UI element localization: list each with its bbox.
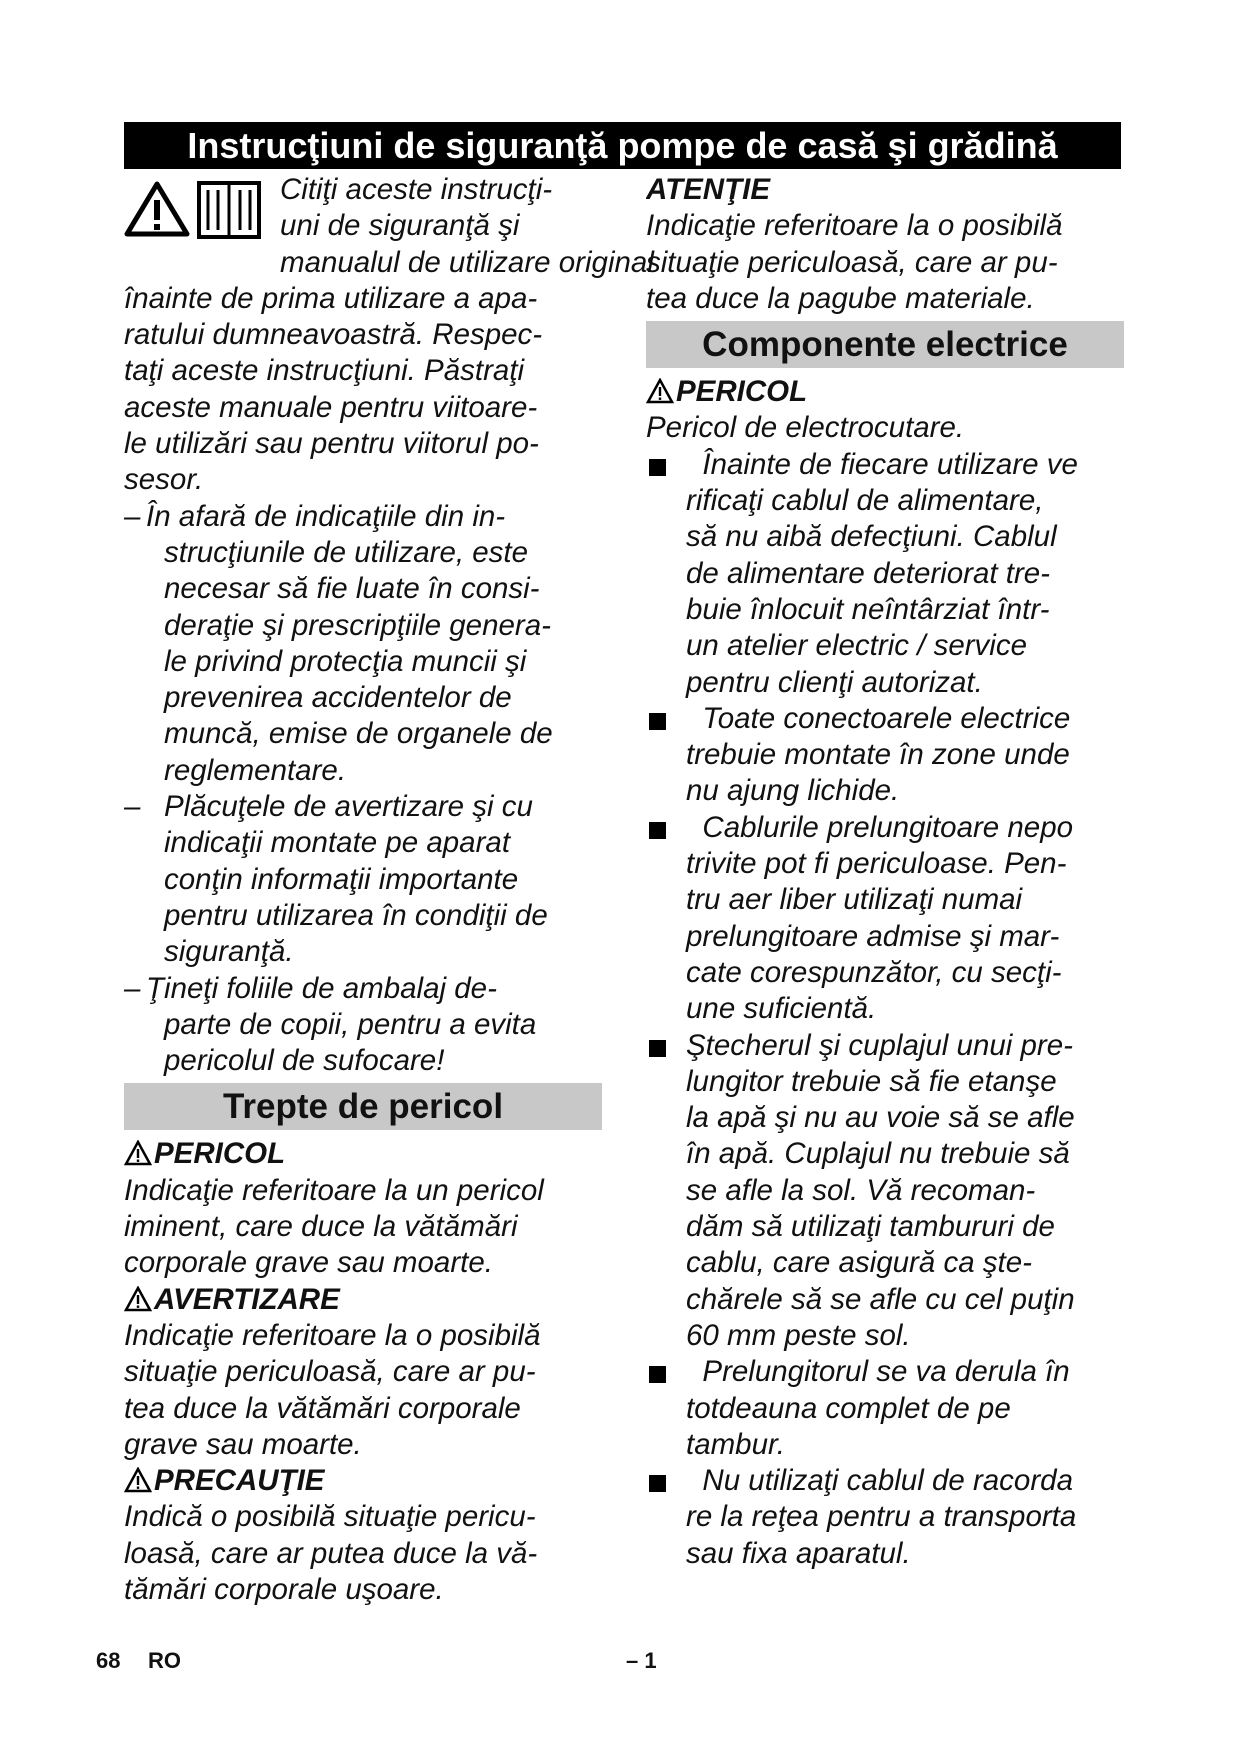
attention-block [646, 172, 1124, 317]
dash-line: pericolul de sufocare! [164, 1044, 445, 1078]
hazard-level-caution [124, 1463, 602, 1608]
intro-line: aceste manuale pentru viitoare- [124, 390, 538, 424]
bullet-line: Toate conectoarele electrice [686, 701, 1071, 735]
list-item [646, 1463, 1124, 1572]
bullet-line: chărele să se afle cu cel puţin [686, 1282, 1075, 1316]
bullet-line: une suficientă. [686, 992, 877, 1026]
list-item [646, 447, 1124, 701]
square-bullet-icon [649, 822, 666, 839]
dash-line: le privind protecţia muncii şi [164, 644, 527, 678]
bullet-line: Ştecherul şi cuplajul unui pre- [686, 1028, 1073, 1062]
dash-marker: – [124, 971, 141, 1005]
bullet-line: tambur. [686, 1427, 785, 1461]
hazard-level-warning [124, 1282, 602, 1463]
bullet-line: Prelungitorul se va derula în [686, 1355, 1070, 1389]
hazard-line: Indică o posibilă situaţie pericu- [124, 1500, 536, 1534]
hazard-line: Indicaţie referitoare la un pericol [124, 1173, 544, 1207]
bullet-line: tru aer liber utilizaţi numai [686, 883, 1023, 917]
attention-title: ATENŢIE [646, 173, 771, 206]
dash-line: În afară de indicaţiile din in- [146, 499, 506, 533]
intro-block [124, 172, 654, 499]
list-item [646, 810, 1124, 1028]
bullet-line: lungitor trebuie să fie etanşe [686, 1064, 1057, 1098]
bullet-line: Cablurile prelungitoare nepo [686, 810, 1074, 844]
attention-line: situaţie periculoasă, care ar pu- [646, 245, 1058, 279]
right-column [646, 172, 1124, 1572]
intro-line: manualul de utilizare original [280, 245, 654, 279]
warning-triangle-icon [124, 180, 190, 238]
square-bullet-icon [649, 1366, 666, 1383]
hazard-line: Indicaţie referitoare la o posibilă [124, 1318, 541, 1352]
bullet-line: de alimentare deteriorat tre- [686, 556, 1051, 590]
hazard-levels-heading: Trepte de pericol [124, 1083, 602, 1130]
dash-item [124, 499, 602, 789]
dash-line: siguranţă. [164, 935, 294, 969]
hazard-line: tămări corporale uşoare. [124, 1572, 444, 1606]
list-item [646, 701, 1124, 810]
manual-book-icon [196, 180, 262, 240]
bullet-line: în apă. Cuplajul nu trebuie să [686, 1137, 1070, 1171]
left-column [124, 172, 654, 1608]
dash-item [124, 971, 602, 1080]
intro-line: înainte de prima utilizare a apa- [124, 281, 538, 315]
square-bullet-icon [649, 713, 666, 730]
page-number: 68 [96, 1648, 121, 1673]
dash-line: prevenirea accidentelor de [164, 681, 512, 715]
intro-line: taţi aceste instrucţiuni. Păstraţi [124, 354, 525, 388]
square-bullet-icon [649, 1475, 666, 1492]
bullet-line: cablu, care asigură ca şte- [686, 1246, 1032, 1280]
dash-line: parte de copii, pentru a evita [164, 1007, 537, 1041]
bullet-line: prelungitoare admise şi mar- [686, 919, 1060, 953]
attention-line: Indicaţie referitoare la o posibilă [646, 209, 1063, 243]
intro-icons [124, 180, 272, 250]
bullet-line: se afle la sol. Vă recoman- [686, 1173, 1036, 1207]
hazard-title-text: AVERTIZARE [154, 1282, 340, 1316]
hazard-line: grave sau moarte. [124, 1427, 362, 1461]
intro-line: uni de siguranţă şi [280, 209, 520, 243]
page-title: Instrucţiuni de siguranţă pompe de casă şi grădină [124, 122, 1121, 169]
electric-danger-title [646, 374, 1124, 410]
intro-line: le utilizări sau pentru viitorul po- [124, 427, 539, 461]
bullet-line: la apă şi nu au voie să se afle [686, 1101, 1075, 1135]
language-code: RO [148, 1648, 181, 1673]
hazard-line: corporale grave sau moarte. [124, 1246, 493, 1280]
square-bullet-icon [649, 1040, 666, 1057]
attention-line: tea duce la pagube materiale. [646, 281, 1035, 315]
bullet-line: pentru clienţi autorizat. [686, 665, 983, 699]
list-item [646, 1028, 1124, 1355]
dash-line: reglementare. [164, 753, 347, 787]
warning-triangle-icon [646, 378, 674, 404]
intro-line: ratului dumneavoastră. Respec- [124, 318, 543, 352]
dash-marker: – [124, 790, 141, 824]
dash-line: strucţiunile de utilizare, este [164, 535, 529, 569]
hazard-title-text: PRECAUŢIE [154, 1464, 325, 1498]
bullet-line: dăm să utilizaţi tambururi de [686, 1210, 1055, 1244]
hazard-level-danger [124, 1136, 602, 1281]
warning-triangle-icon [124, 1140, 152, 1166]
dash-marker: – [124, 499, 141, 533]
intro-line: Citiţi aceste instrucţi- [280, 173, 553, 206]
dash-item [124, 789, 602, 970]
footer-center-marker: – 1 [626, 1648, 657, 1673]
electric-components-heading: Componente electrice [646, 321, 1124, 368]
dash-line: Plăcuţele de avertizare şi cu [164, 790, 533, 824]
bullet-line: 60 mm peste sol. [686, 1318, 911, 1352]
dash-line: Ţineţi foliile de ambalaj de- [146, 971, 497, 1005]
dash-line: deraţie şi prescripţiile genera- [164, 608, 551, 642]
warning-triangle-icon [124, 1467, 152, 1493]
hazard-title-text: PERICOL [154, 1137, 286, 1171]
bullet-line: să nu aibă defecţiuni. Cablul [686, 520, 1057, 554]
bullet-line: totdeauna complet de pe [686, 1391, 1011, 1425]
electric-danger-text: Pericol de electrocutare. [646, 411, 965, 445]
bullet-line: buie înlocuit neîntârziat într- [686, 592, 1050, 626]
electric-danger-title-text: PERICOL [676, 375, 808, 409]
bullet-line: nu ajung lichide. [686, 774, 900, 808]
dash-line: muncă, emise de organele de [164, 717, 553, 751]
bullet-line: cate corespunzător, cu secţi- [686, 955, 1062, 989]
bullet-line: trebuie montate în zone unde [686, 738, 1070, 772]
hazard-line: tea duce la vătămări corporale [124, 1391, 521, 1425]
bullet-line: un atelier electric / service [686, 629, 1028, 663]
bullet-line: Înainte de fiecare utilizare ve [686, 447, 1078, 481]
bullet-line: rificaţi cablul de alimentare, [686, 484, 1044, 518]
hazard-line: iminent, care duce la vătămări [124, 1210, 518, 1244]
list-item [646, 1354, 1124, 1463]
intro-line: sesor. [124, 463, 204, 497]
bullet-line: re la reţea pentru a transporta [686, 1500, 1077, 1534]
hazard-title-caution [124, 1463, 602, 1499]
bullet-line: sau fixa aparatul. [686, 1536, 911, 1570]
bullet-line: trivite pot fi periculoase. Pen- [686, 847, 1067, 881]
bullet-line: Nu utilizaţi cablul de racorda [686, 1464, 1073, 1498]
hazard-title-danger [124, 1136, 602, 1172]
square-bullet-icon [649, 459, 666, 476]
dash-line: pentru utilizarea în condiţii de [164, 898, 548, 932]
hazard-line: situaţie periculoasă, care ar pu- [124, 1355, 536, 1389]
hazard-line: loasă, care ar putea duce la vă- [124, 1536, 538, 1570]
dash-line: indicaţii montate pe aparat [164, 826, 511, 860]
hazard-title-warning [124, 1282, 602, 1318]
dash-line: necesar să fie luate în consi- [164, 572, 540, 606]
dash-line: conţin informaţii importante [164, 862, 519, 896]
warning-triangle-icon [124, 1286, 152, 1312]
